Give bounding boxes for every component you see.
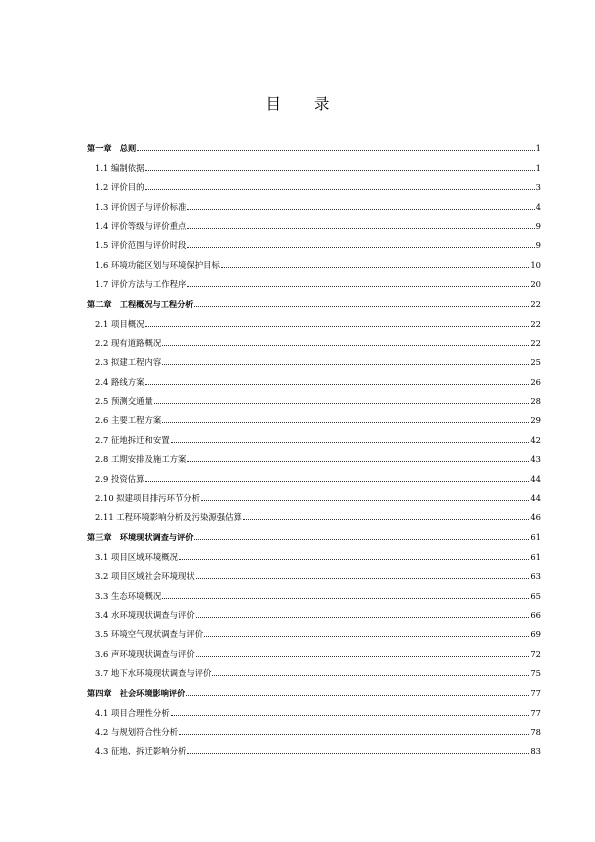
toc-page-number: 66 bbox=[530, 609, 541, 620]
dot-leader bbox=[243, 519, 529, 520]
toc-entry-label: 2.8 工期安排及施工方案 bbox=[95, 454, 187, 465]
toc-page-number: 69 bbox=[530, 629, 541, 640]
toc-entry-label: 3.4 水环境现状调查与评价 bbox=[95, 609, 195, 620]
toc-page-number: 1 bbox=[535, 162, 541, 173]
page-title: 目 录 bbox=[265, 95, 344, 113]
toc-section-entry[interactable] bbox=[87, 387, 541, 406]
dot-leader bbox=[145, 170, 534, 171]
toc-entry-label: 1.7 评价方法与工作程序 bbox=[95, 279, 187, 290]
dot-leader bbox=[162, 598, 529, 599]
toc-page-number: 77 bbox=[530, 688, 541, 699]
dot-leader bbox=[171, 715, 530, 716]
toc-entry-label: 3.6 声环境现状调查与评价 bbox=[95, 648, 195, 659]
toc-chapter-entry[interactable] bbox=[87, 679, 541, 698]
toc-entry-label: 2.2 现有道路概况 bbox=[95, 337, 162, 348]
toc-page-number: 63 bbox=[530, 571, 541, 582]
toc-section-entry[interactable] bbox=[87, 153, 541, 172]
dot-leader bbox=[179, 734, 529, 735]
toc-page-number: 26 bbox=[530, 376, 541, 387]
toc-page-number: 9 bbox=[535, 240, 541, 251]
toc-page-number: 77 bbox=[530, 707, 541, 718]
dot-leader bbox=[187, 286, 529, 287]
toc-entry-label: 2.7 征地拆迁和安置 bbox=[95, 434, 170, 445]
dot-leader bbox=[187, 228, 534, 229]
dot-leader bbox=[171, 442, 530, 443]
toc-section-entry[interactable] bbox=[87, 192, 541, 211]
toc-page-number: 42 bbox=[530, 434, 541, 445]
toc-entry-label: 3.5 环境空气现状调查与评价 bbox=[95, 629, 204, 640]
toc-entry-label: 4.3 征地、拆迁影响分析 bbox=[95, 746, 187, 757]
toc-page-number: 44 bbox=[530, 493, 541, 504]
dot-leader bbox=[145, 189, 534, 190]
toc-page-number: 61 bbox=[530, 532, 541, 543]
toc-page-number: 22 bbox=[530, 299, 541, 310]
toc-entry-label: 第三章 环境现状调查与评价 bbox=[87, 532, 194, 543]
toc-entry-label: 2.10 拟建项目排污环节分析 bbox=[95, 493, 201, 504]
toc-entry-label: 1.3 评价因子与评价标准 bbox=[95, 201, 187, 212]
toc-page-number: 78 bbox=[530, 726, 541, 737]
toc-section-entry[interactable] bbox=[87, 581, 541, 600]
toc-entry-label: 3.2 项目区域社会环境现状 bbox=[95, 571, 195, 582]
toc-entry-label: 1.6 环境功能区划与环境保护目标 bbox=[95, 259, 220, 270]
toc-section-entry[interactable] bbox=[87, 329, 541, 348]
toc-section-entry[interactable] bbox=[87, 406, 541, 425]
dot-leader bbox=[186, 695, 529, 696]
dot-leader bbox=[145, 481, 529, 482]
dot-leader bbox=[162, 345, 529, 346]
toc-entry-label: 1.5 评价范围与评价时段 bbox=[95, 240, 187, 251]
toc-entry-label: 第四章 社会环境影响评价 bbox=[87, 688, 186, 699]
toc-entry-label: 第二章 工程概况与工程分析 bbox=[87, 299, 194, 310]
dot-leader bbox=[145, 326, 529, 327]
toc-section-entry[interactable] bbox=[87, 562, 541, 581]
toc-page-number: 3 bbox=[535, 182, 541, 193]
toc-section-entry[interactable] bbox=[87, 212, 541, 231]
toc-section-entry[interactable] bbox=[87, 620, 541, 639]
toc-section-entry[interactable] bbox=[87, 484, 541, 503]
toc-section-entry[interactable] bbox=[87, 464, 541, 483]
toc-entry-label: 2.6 主要工程方案 bbox=[95, 415, 162, 426]
toc-section-entry[interactable] bbox=[87, 503, 541, 522]
toc-entry-label: 2.1 项目概况 bbox=[95, 318, 145, 329]
toc-section-entry[interactable] bbox=[87, 270, 541, 289]
dot-leader bbox=[187, 753, 529, 754]
toc-chapter-entry[interactable] bbox=[87, 290, 541, 309]
toc-section-entry[interactable] bbox=[87, 718, 541, 737]
table-of-contents bbox=[87, 134, 541, 756]
toc-page-number: 44 bbox=[530, 473, 541, 484]
toc-page-number: 10 bbox=[530, 259, 541, 270]
dot-leader bbox=[196, 656, 530, 657]
dot-leader bbox=[179, 559, 529, 560]
toc-section-entry[interactable] bbox=[87, 659, 541, 678]
dot-leader bbox=[201, 500, 529, 501]
toc-section-entry[interactable] bbox=[87, 173, 541, 192]
toc-section-entry[interactable] bbox=[87, 425, 541, 444]
toc-entry-label: 1.2 评价目的 bbox=[95, 182, 145, 193]
dot-leader bbox=[196, 578, 530, 579]
dot-leader bbox=[145, 384, 529, 385]
toc-page-number: 22 bbox=[530, 318, 541, 329]
toc-entry-label: 2.5 预测交通量 bbox=[95, 396, 153, 407]
toc-page-number: 28 bbox=[530, 396, 541, 407]
dot-leader bbox=[137, 150, 535, 151]
toc-section-entry[interactable] bbox=[87, 348, 541, 367]
toc-chapter-entry[interactable] bbox=[87, 523, 541, 542]
toc-page-number: 75 bbox=[530, 668, 541, 679]
toc-section-entry[interactable] bbox=[87, 698, 541, 717]
dot-leader bbox=[204, 636, 529, 637]
toc-section-entry[interactable] bbox=[87, 639, 541, 658]
toc-section-entry[interactable] bbox=[87, 250, 541, 269]
dot-leader bbox=[187, 461, 529, 462]
toc-entry-label: 1.4 评价等级与评价重点 bbox=[95, 220, 187, 231]
toc-page-number: 25 bbox=[530, 357, 541, 368]
toc-entry-label: 2.11 工程环境影响分析及污染源强估算 bbox=[95, 512, 242, 523]
toc-chapter-entry[interactable] bbox=[87, 134, 541, 153]
toc-entry-label: 3.7 地下水环境现状调查与评价 bbox=[95, 668, 212, 679]
toc-page-number: 22 bbox=[530, 337, 541, 348]
dot-leader bbox=[162, 422, 529, 423]
toc-section-entry[interactable] bbox=[87, 367, 541, 386]
toc-section-entry[interactable] bbox=[87, 445, 541, 464]
toc-page-number: 65 bbox=[530, 590, 541, 601]
dot-leader bbox=[221, 267, 529, 268]
toc-entry-label: 2.9 投资估算 bbox=[95, 473, 145, 484]
toc-section-entry[interactable] bbox=[87, 309, 541, 328]
toc-section-entry[interactable] bbox=[87, 542, 541, 561]
toc-page-number: 43 bbox=[530, 454, 541, 465]
toc-page-number: 20 bbox=[530, 279, 541, 290]
toc-page-number: 72 bbox=[530, 648, 541, 659]
toc-page-number: 9 bbox=[535, 220, 541, 231]
toc-entry-label: 3.1 项目区域环境概况 bbox=[95, 551, 178, 562]
dot-leader bbox=[187, 209, 534, 210]
toc-entry-label: 4.2 与规划符合性分析 bbox=[95, 726, 178, 737]
toc-entry-label: 4.1 项目合理性分析 bbox=[95, 707, 170, 718]
toc-section-entry[interactable] bbox=[87, 737, 541, 756]
toc-page-number: 61 bbox=[530, 551, 541, 562]
toc-section-entry[interactable] bbox=[87, 601, 541, 620]
dot-leader bbox=[154, 403, 529, 404]
toc-entry-label: 2.4 路线方案 bbox=[95, 376, 145, 387]
toc-section-entry[interactable] bbox=[87, 231, 541, 250]
toc-page-number: 29 bbox=[530, 415, 541, 426]
dot-leader bbox=[196, 617, 530, 618]
toc-page-number: 1 bbox=[535, 143, 541, 154]
toc-entry-label: 3.3 生态环境概况 bbox=[95, 590, 162, 601]
dot-leader bbox=[194, 306, 529, 307]
toc-page-number: 4 bbox=[535, 201, 541, 212]
toc-entry-label: 第一章 总则 bbox=[87, 143, 137, 154]
dot-leader bbox=[162, 364, 529, 365]
toc-entry-label: 2.3 拟建工程内容 bbox=[95, 357, 162, 368]
toc-entry-label: 1.1 编制依据 bbox=[95, 162, 145, 173]
toc-page-number: 46 bbox=[530, 512, 541, 523]
toc-page-number: 83 bbox=[530, 746, 541, 757]
dot-leader bbox=[194, 539, 529, 540]
dot-leader bbox=[187, 247, 534, 248]
dot-leader bbox=[212, 675, 529, 676]
